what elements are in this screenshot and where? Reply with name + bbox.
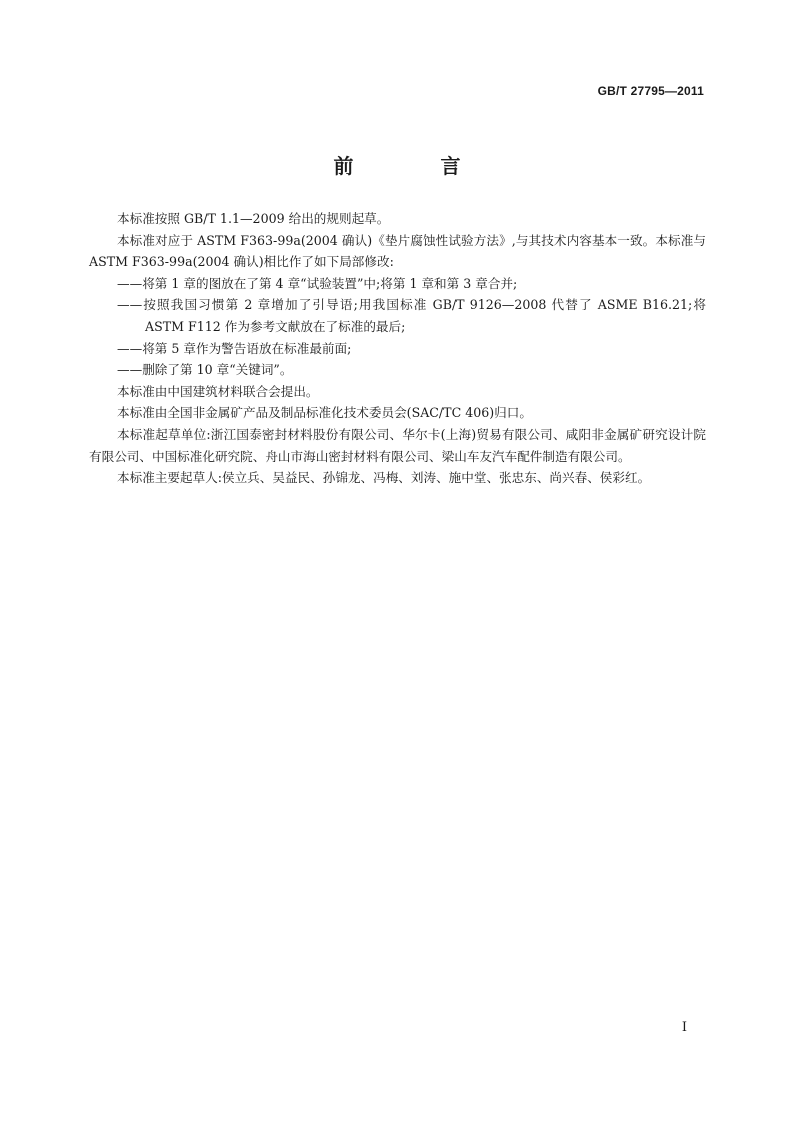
modification-item: ——将第 5 章作为警告语放在标准最前面;: [117, 340, 352, 356]
paragraph-drafting-rules: 本标准按照 GB/T 1.1—2009 给出的规则起草。: [117, 211, 390, 226]
modification-item: ——删除了第 10 章“关键词”。: [117, 362, 293, 378]
paragraph-drafters: 本标准主要起草人:侯立兵、吴益民、孙锦龙、冯梅、刘涛、施中堂、张忠东、尚兴春、侯彩红。: [117, 470, 651, 486]
page-number: I: [681, 1020, 687, 1035]
page-title: 前 言: [333, 154, 501, 178]
paragraph-centralized-by: 本标准由全国非金属矿产品及制品标准化技术委员会(SAC/TC 406)归口。: [117, 405, 532, 421]
preface-body: [89, 208, 706, 489]
paragraph-proposed-by: 本标准由中国建筑材料联合会提出。: [117, 383, 319, 399]
modification-item: ——按照我国习惯第 2 章增加了引导语;用我国标准 GB/T 9126—2008 代替了 ASME B16.21;将 ASTM F112 作为参考文献放在了标准的最后;: [117, 297, 706, 334]
paragraph-drafting-units: 本标准起草单位:浙江国泰密封材料股份有限公司、华尔卡(上海)贸易有限公司、咸阳非金属矿研究设计院有限公司、中国标准化研究院、舟山市海山密封材料有限公司、梁山车友汽车配件制造有限公司。: [89, 426, 706, 464]
modification-item: ——将第 1 章的图放在了第 4 章“试验装置”中;将第 1 章和第 3 章合并;: [117, 275, 518, 291]
document-code: GB/T 27795—2011: [597, 84, 704, 98]
paragraph-correspondence: 本标准对应于 ASTM F363-99a(2004 确认)《垫片腐蚀性试验方法》,与其技术内容基本一致。本标准与 ASTM F363-99a(2004 确认)相比作了如下局部修改:: [89, 232, 706, 270]
